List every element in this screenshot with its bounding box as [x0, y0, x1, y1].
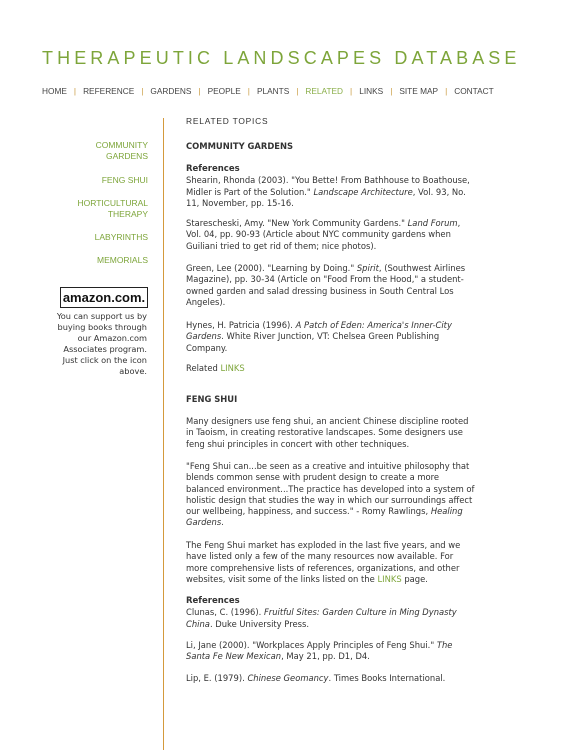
sidebar-link-labyrinths[interactable]: LABYRINTHS [94, 232, 148, 242]
feng-shui-market-paragraph: The Feng Shui market has exploded in the last five years, and we have listed only a few of the many resources now available. For more comprehensive lists of references, organizations, and other websites, visit some of the links listed on the LINKS page. [186, 540, 461, 584]
topic-heading-community-gardens: COMMUNITY GARDENS [186, 141, 294, 151]
nav-separator: | [390, 86, 393, 96]
feng-shui-quote: "Feng Shui can...be seen as a creative and intuitive philosophy that blends common sense with prudent design to create a more balanced environment...The practice has developed into a system of holistic design that studies the way in which our surroundings affect our wellbeing, happiness, and success." - Romy Rawlings, Healing Gardens. [186, 461, 475, 528]
text-line: our Amazon.com [77, 333, 147, 343]
nav-separator: | [141, 86, 144, 96]
references-label: References [186, 164, 240, 174]
reference-entry: Shearin, Rhonda (2003). "You Bette! From Bathhouse to Boathouse, Midler is Part of the Solution." Landscape Architecture, Vol. 93, No. 11, November, pp. 15-16. [186, 175, 470, 208]
reference-entry: Starescheski, Amy. "New York Community Gardens." Land Forum, Vol. 04, pp. 90-93 (Article about NYC community gardens when Guiliani tried to get rid of them; nice photos). [186, 218, 461, 251]
amazon-logo-text: amazon.com. [62, 290, 146, 305]
related-links-line: Related LINKS [186, 363, 245, 373]
reference-entry: Green, Lee (2000). "Learning by Doing." Spirit, (Southwest Airlines Magazine), pp. 30-34 (Article on "Food From the Hood," a student- owned garden and salad dressing business in South Central Los Angeles). [186, 263, 466, 307]
nav-related[interactable]: RELATED [305, 86, 344, 96]
column-divider [163, 118, 164, 750]
references-label: References [186, 596, 240, 606]
sidebar-link-community-gardens[interactable] [96, 140, 148, 162]
nav-contact[interactable]: CONTACT [454, 86, 494, 96]
text-line: You can support us by [56, 311, 147, 321]
sidebar-link-line: HORTICULTURAL [77, 198, 148, 208]
text-line: buying books through [57, 322, 147, 332]
text-line: Associates program. [63, 344, 147, 354]
links-page-link[interactable]: LINKS [377, 573, 402, 584]
nav-reference[interactable]: REFERENCE [83, 86, 135, 96]
nav-separator: | [350, 86, 353, 96]
reference-entry: Li, Jane (2000). "Workplaces Apply Principles of Feng Shui." The Santa Fe New Mexican, May 21, pp. D1, D4. [186, 640, 453, 662]
amazon-logo-button[interactable] [60, 287, 148, 308]
reference-entry: Hynes, H. Patricia (1996). A Patch of Eden: America's Inner-City Gardens. White River Junction, VT: Chelsea Green Publishing Company. [186, 320, 452, 353]
site-title: THERAPEUTIC LANDSCAPES DATABASE [42, 48, 521, 68]
nav-separator: | [247, 86, 250, 96]
nav-gardens[interactable]: GARDENS [150, 86, 192, 96]
feng-shui-ref-list [186, 596, 556, 630]
text-line: above. [119, 366, 147, 376]
reference-entry: Lip, E. (1979). Chinese Geomancy. Times Books International. [186, 673, 446, 683]
community-ref-list [186, 164, 556, 209]
topic-heading-feng-shui: FENG SHUI [186, 394, 238, 404]
top-nav [42, 86, 494, 96]
sidebar-link-line: COMMUNITY [95, 140, 148, 150]
feng-shui-intro: Many designers use feng shui, an ancient Chinese discipline rooted in Taoism, in creating restorative landscapes. Some designers use feng shui principles in concert with other techniques. [186, 416, 469, 449]
nav-home[interactable]: HOME [42, 86, 67, 96]
nav-site-map[interactable]: SITE MAP [399, 86, 439, 96]
nav-separator: | [73, 86, 77, 96]
text-line: Just click on the icon [62, 355, 147, 365]
sidebar-link-memorials[interactable]: MEMORIALS [96, 255, 148, 265]
sidebar-link-line: THERAPY [107, 209, 148, 219]
nav-separator: | [198, 86, 201, 96]
nav-links[interactable]: LINKS [359, 86, 384, 96]
amazon-support-text [40, 311, 147, 377]
nav-plants[interactable]: PLANTS [256, 86, 290, 96]
sidebar-link-line: GARDENS [105, 151, 148, 161]
sidebar-link-feng-shui[interactable]: FENG SHUI [101, 175, 148, 185]
section-title: RELATED TOPICS [186, 116, 269, 126]
nav-separator: | [445, 86, 448, 96]
nav-separator: | [296, 86, 299, 96]
sidebar-link-horticultural-therapy[interactable] [77, 198, 148, 220]
related-links-link[interactable]: LINKS [220, 363, 245, 373]
nav-people[interactable]: PEOPLE [207, 86, 241, 96]
reference-entry: Clunas, C. (1996). Fruitful Sites: Garden Culture in Ming Dynasty China. Duke University Press. [186, 607, 457, 629]
